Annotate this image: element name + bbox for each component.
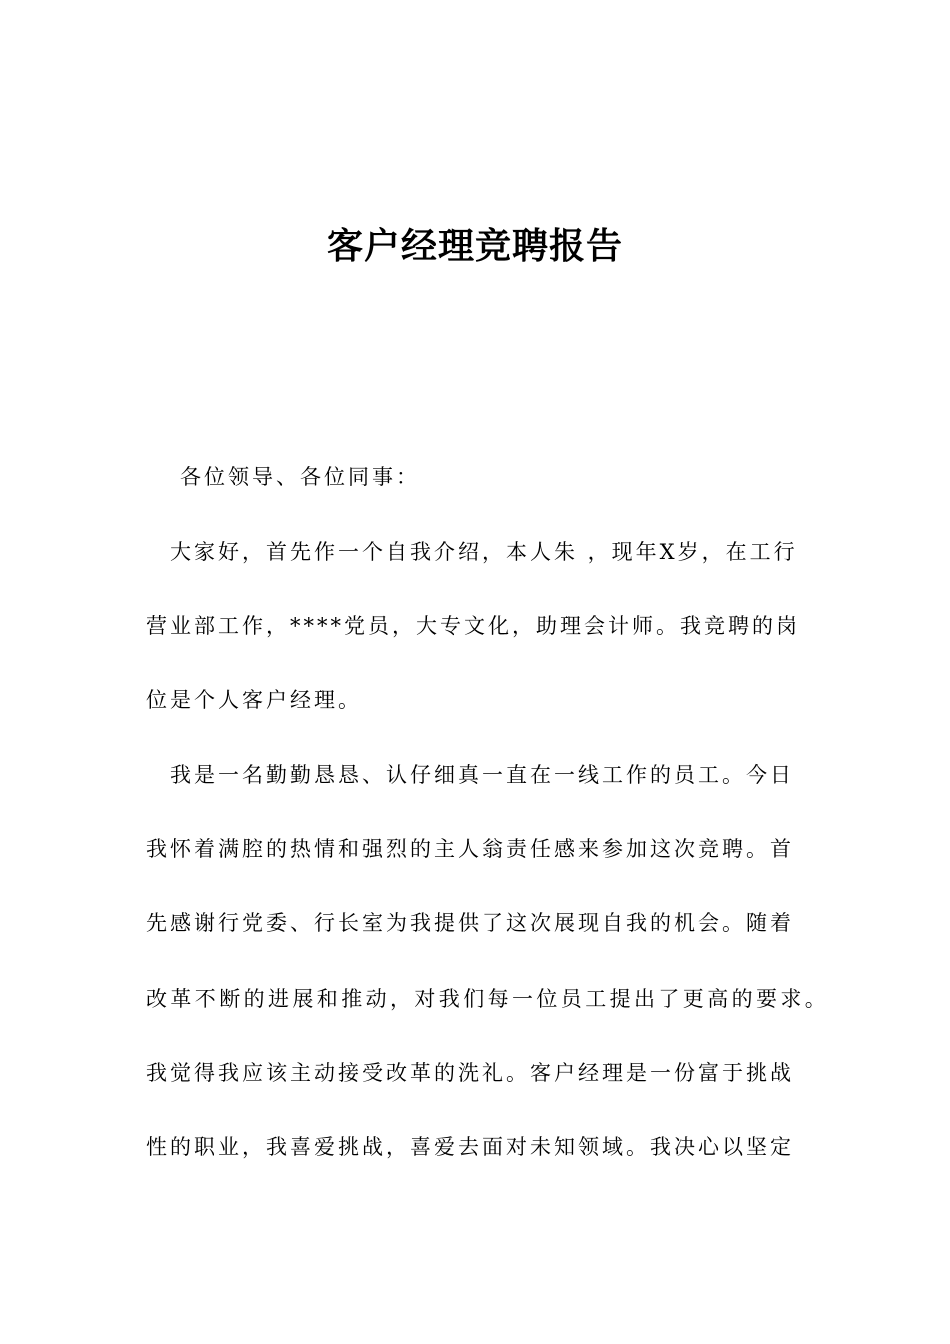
salutation-line: 各位领导、各位同事： bbox=[180, 465, 420, 489]
body-line: 改革不断的进展和推动，对我们每一位员工提出了更高的要求。 bbox=[146, 987, 830, 1011]
body-line: 我怀着满腔的热情和强烈的主人翁责任感来参加这次竞聘。首 bbox=[146, 837, 794, 861]
body-line: 大家好，首先作一个自我介绍，本人朱 ，现年X岁，在工行 bbox=[170, 540, 798, 564]
body-line: 位是个人客户经理。 bbox=[146, 688, 362, 712]
body-line: 性的职业，我喜爱挑战，喜爱去面对未知领域。我决心以坚定 bbox=[146, 1135, 794, 1159]
document-title: 客户经理竞聘报告 bbox=[326, 226, 623, 267]
body-line: 先感谢行党委、行长室为我提供了这次展现自我的机会。随着 bbox=[146, 911, 794, 935]
body-line: 我觉得我应该主动接受改革的洗礼。客户经理是一份富于挑战 bbox=[146, 1061, 794, 1085]
body-line: 我是一名勤勤恳恳、认仔细真一直在一线工作的员工。今日 bbox=[170, 763, 794, 787]
body-line: 营业部工作，****党员，大专文化，助理会计师。我竞聘的岗 bbox=[146, 614, 800, 638]
